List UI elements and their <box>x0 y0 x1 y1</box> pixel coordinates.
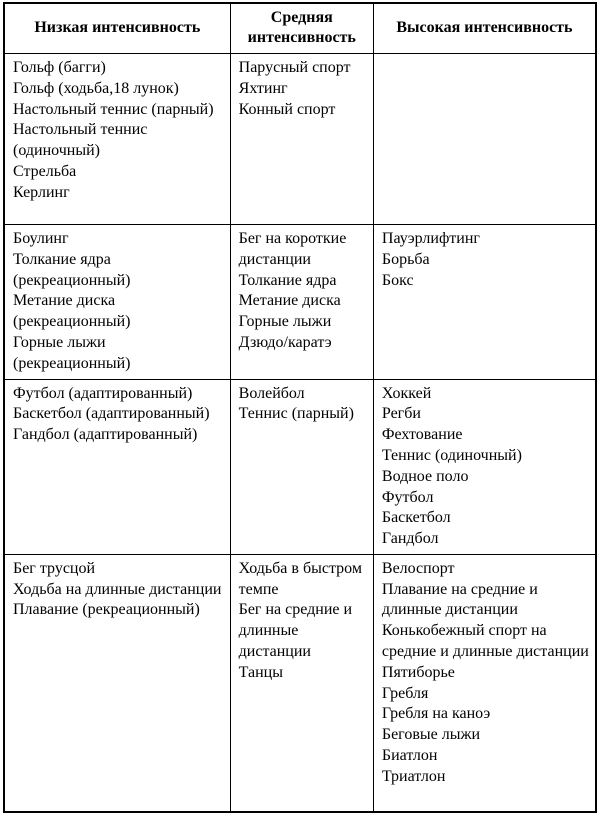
header-low-intensity: Низкая интенсивность <box>4 3 230 53</box>
sport-item: Ходьба в быстром темпе <box>238 559 362 598</box>
table-cell <box>4 53 230 224</box>
sport-item: Стрельба <box>13 162 77 180</box>
sport-item: Пауэрлифтинг <box>381 229 480 247</box>
sport-item: Метание диска (рекреационный) <box>13 292 131 331</box>
sport-item: Волейбол <box>238 384 305 402</box>
intensity-table <box>3 2 597 813</box>
table-row <box>4 224 596 379</box>
table-row <box>4 554 596 812</box>
sport-item: Гребля на каноэ <box>381 705 491 723</box>
table-cell <box>4 379 230 554</box>
sport-item: Настольный теннис (одиночный) <box>13 121 148 160</box>
sport-item: Гандбол (адаптированный) <box>13 426 198 444</box>
table-cell <box>373 379 596 554</box>
sport-item: Бег трусцой <box>13 559 96 577</box>
header-row <box>4 3 596 53</box>
sport-item: Беговые лыжи <box>381 726 481 744</box>
sport-item: Фехтование <box>381 426 463 444</box>
sport-item: Футбол (адаптированный) <box>13 384 193 402</box>
sport-item: Парусный спорт <box>238 58 351 76</box>
sport-item: Керлинг <box>13 183 70 201</box>
sport-item: Бокс <box>381 271 414 289</box>
sport-item: Биатлон <box>381 747 438 765</box>
sport-item: Ходьба на длинные дистанции <box>13 580 222 598</box>
sport-item: Горные лыжи (рекреационный) <box>13 333 131 372</box>
header-medium-intensity: Средняя интенсивность <box>230 3 373 53</box>
sport-item: Теннис (парный) <box>238 405 354 423</box>
sport-item: Горные лыжи <box>238 313 332 331</box>
sport-item: Бег на короткие дистанции <box>238 229 347 268</box>
table-cell <box>230 554 373 812</box>
header-high-intensity: Высокая интенсивность <box>373 3 596 53</box>
sport-item: Велоспорт <box>381 559 455 577</box>
sport-item: Толкание ядра <box>238 271 337 289</box>
table-row <box>4 379 596 554</box>
sport-item: Баскетбол (адаптированный) <box>13 405 210 423</box>
sport-item: Хоккей <box>381 384 432 402</box>
table-cell <box>4 554 230 812</box>
sport-item: Триатлон <box>381 767 446 785</box>
table-cell <box>230 53 373 224</box>
sport-item: Яхтинг <box>238 79 288 97</box>
sport-item: Конный спорт <box>238 100 336 118</box>
sport-item: Баскетбол <box>381 509 451 527</box>
table-cell <box>4 224 230 379</box>
sport-item: Бег на средние и длинные дистанции <box>238 601 353 661</box>
table-cell <box>230 224 373 379</box>
sport-item: Плавание (рекреационный) <box>13 601 200 619</box>
sport-item: Дзюдо/каратэ <box>238 333 332 351</box>
sport-item: Водное поло <box>381 467 469 485</box>
sport-item: Боулинг <box>13 229 69 247</box>
sport-item: Метание диска <box>238 292 341 310</box>
sport-item: Настольный теннис (парный) <box>13 100 214 118</box>
sport-item: Конькобежный спорт на средние и длинные дистанции <box>381 622 589 661</box>
sport-item: Теннис (одиночный) <box>381 446 522 464</box>
table-cell <box>373 53 596 224</box>
sport-item: Гандбол <box>381 530 439 548</box>
table-cell <box>373 554 596 812</box>
sport-item: Борьба <box>381 250 430 268</box>
table-cell <box>230 379 373 554</box>
sport-item: Пятиборье <box>381 663 455 681</box>
sport-item: Гребля <box>381 684 429 702</box>
sport-item: Толкание ядра (рекреационный) <box>13 250 131 289</box>
table-cell <box>373 224 596 379</box>
sport-item: Регби <box>381 405 421 423</box>
sport-item: Танцы <box>238 663 283 681</box>
table-row <box>4 53 596 224</box>
sport-item: Гольф (ходьба,18 лунок) <box>13 79 179 97</box>
sport-item: Футбол <box>381 488 434 506</box>
sport-item: Гольф (багги) <box>13 58 106 76</box>
sport-item: Плавание на средние и длинные дистанции <box>381 580 538 619</box>
